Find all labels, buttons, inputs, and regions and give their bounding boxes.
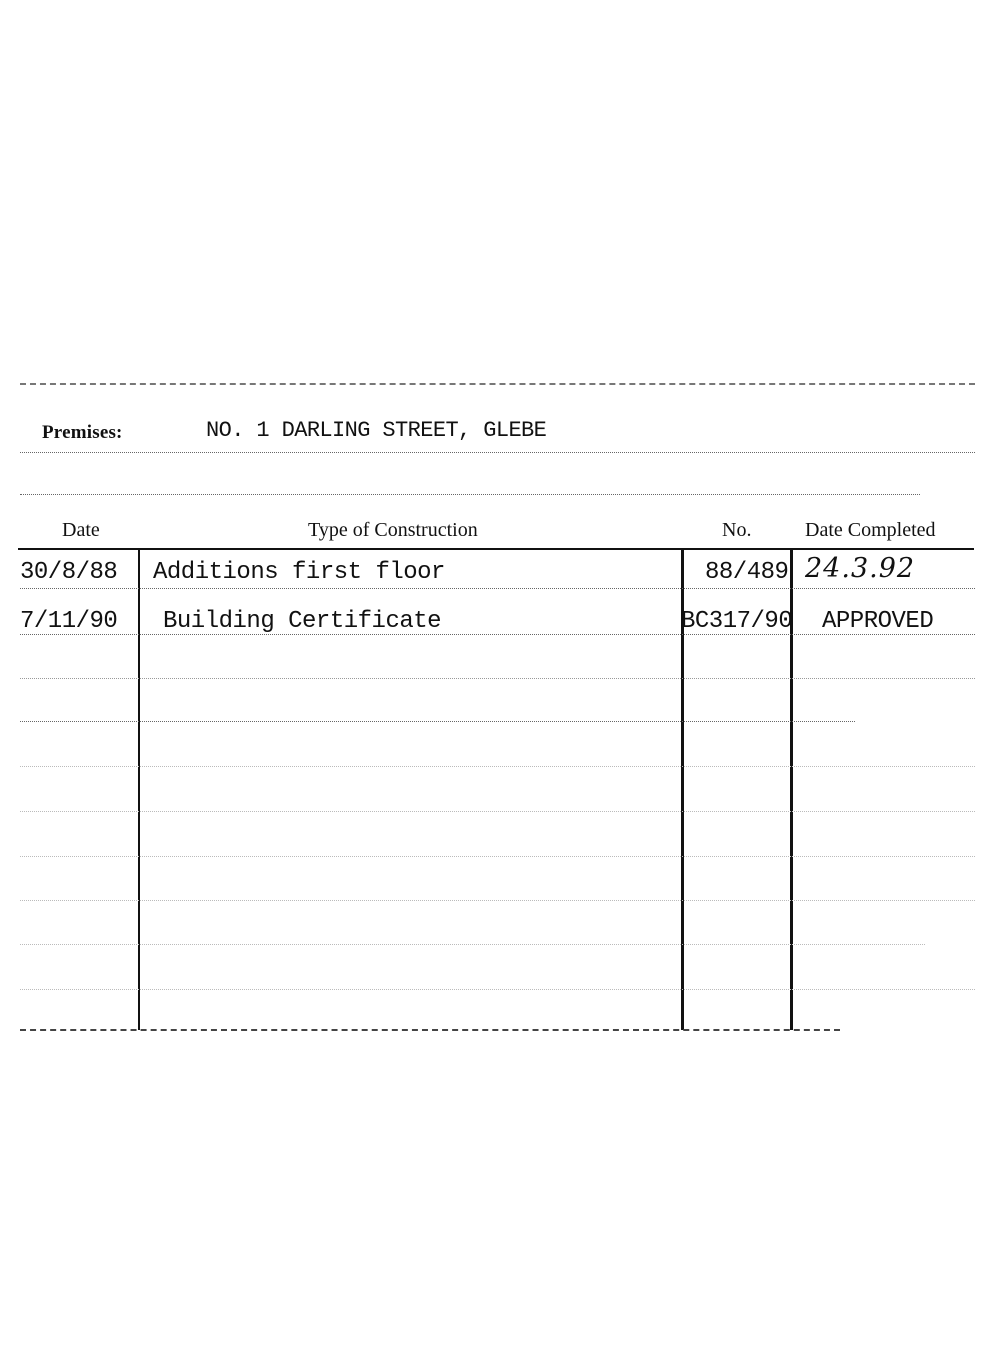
column-header-no: No. <box>722 519 752 541</box>
row-line <box>20 588 975 589</box>
top-dashed-rule <box>20 383 975 385</box>
bottom-dashed-rule <box>20 1029 840 1031</box>
column-header-type: Type of Construction <box>308 519 478 541</box>
row-1-number: 88/489 <box>705 559 789 586</box>
row-line <box>20 766 975 767</box>
row-1-date: 30/8/88 <box>20 559 118 586</box>
column-header-date-completed: Date Completed <box>805 519 936 541</box>
row-line <box>20 900 975 901</box>
premises-dotted-line <box>20 452 975 453</box>
row-line <box>20 811 975 812</box>
premises-label: Premises: <box>42 422 123 443</box>
column-divider-date <box>138 548 140 1030</box>
row-line <box>20 944 925 945</box>
premises-second-dotted-line <box>20 494 920 495</box>
row-1-date-completed: 24.3.92 <box>805 553 916 584</box>
row-2-type: Building Certificate <box>163 608 442 635</box>
row-line <box>20 989 975 990</box>
row-2-date-completed: APPROVED <box>822 608 934 635</box>
premises-address: NO. 1 DARLING STREET, GLEBE <box>206 418 547 443</box>
row-line <box>20 856 975 857</box>
header-rule <box>18 548 974 550</box>
row-1-type: Additions first floor <box>153 559 445 586</box>
row-2-date: 7/11/90 <box>20 608 118 635</box>
row-2-number: BC317/90 <box>681 608 793 635</box>
column-header-date: Date <box>62 519 100 541</box>
row-line <box>20 678 975 679</box>
row-line <box>20 721 855 722</box>
